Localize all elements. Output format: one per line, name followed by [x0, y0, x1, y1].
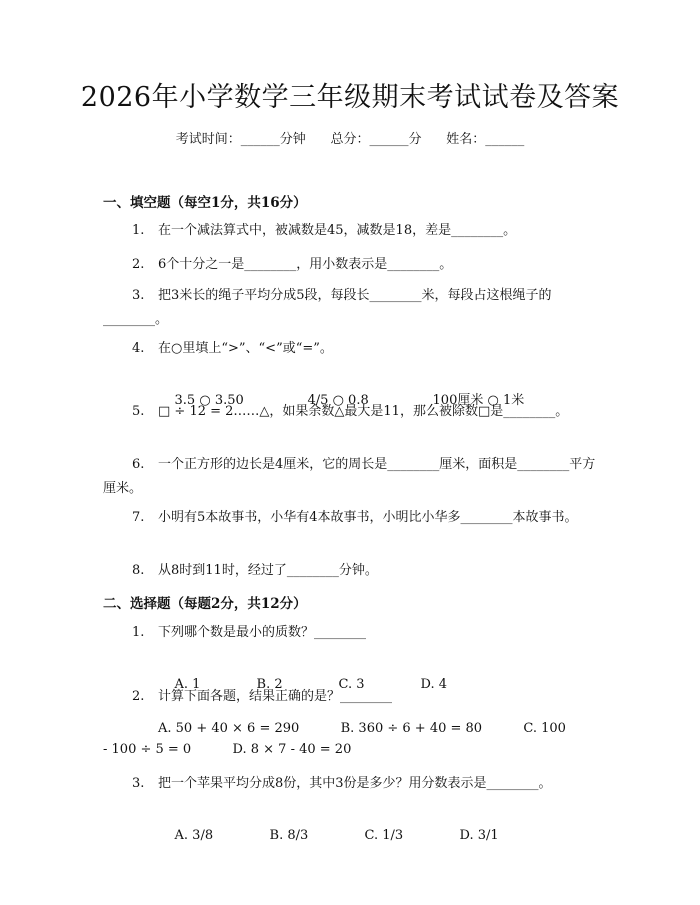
question-1-1 — [103, 219, 599, 243]
question-number: 2. — [132, 257, 145, 272]
question-text: 把3米长的绳子平均分成5段，每段长________米，每段占这根绳子的________。 — [103, 288, 552, 327]
option-d: D. 3/1 — [459, 828, 499, 843]
question-number: 1. — [132, 625, 145, 640]
question-text: 一个正方形的边长是4厘米，它的周长是________厘米，面积是________平方厘米。 — [103, 457, 596, 496]
question-number: 3. — [132, 776, 145, 791]
question-number: 8. — [132, 563, 145, 578]
question-1-2 — [103, 253, 599, 277]
option-b: B. 2 — [256, 677, 283, 692]
question-text: 在○里填上“>”、“<”或“=”。 — [158, 341, 333, 356]
page-title: 2026年小学数学三年级期末考试试卷及答案 — [80, 82, 620, 113]
option-a: A. 1 — [174, 677, 201, 692]
question-number: 4. — [132, 341, 145, 356]
question-text: 从8时到11时，经过了________分钟。 — [158, 563, 378, 578]
question-2-3 — [103, 772, 599, 796]
option-c: C. 1/3 — [364, 828, 404, 843]
option-c: C. 3 — [338, 677, 365, 692]
question-number: 3. — [132, 288, 145, 303]
question-1-6 — [103, 453, 599, 501]
question-number: 7. — [132, 510, 145, 525]
question-number: 5. — [132, 404, 145, 419]
question-text: □ ÷ 12 = 2……△，如果余数△最大是11，那么被除数□是________。 — [158, 404, 569, 419]
question-2-2-options-line1: A. 50 + 40 × 6 = 290 B. 360 ÷ 6 + 40 = 80 C. 100 — [158, 721, 566, 736]
question-1-7 — [103, 506, 599, 530]
option-d: D. 4 — [420, 677, 448, 692]
question-text: 小明有5本故事书，小华有4本故事书，小明比小华多________本故事书。 — [158, 510, 578, 525]
comparison-item: 4/5 ○ 0.8 — [307, 393, 369, 408]
question-2-2 — [103, 685, 599, 709]
question-text: 在一个减法算式中，被减数是45，减数是18，差是________。 — [158, 223, 517, 238]
question-number: 2. — [132, 689, 145, 704]
section-heading-fill-in: 一、填空题（每空1分，共16分） — [103, 195, 307, 211]
question-1-5 — [103, 400, 599, 424]
section-heading-multiple-choice: 二、选择题（每题2分，共12分） — [103, 596, 307, 612]
question-number: 6. — [132, 457, 145, 472]
comparison-item: 100厘米 ○ 1米 — [432, 393, 525, 408]
exam-info-line: 考试时间：______分钟 总分：______分 姓名：______ — [175, 132, 525, 147]
option-b: B. 8/3 — [269, 828, 309, 843]
option-a: A. 3/8 — [174, 828, 214, 843]
question-text: 计算下面各题，结果正确的是？________ — [158, 689, 393, 704]
question-1-3 — [103, 284, 599, 332]
question-text: 6个十分之一是________，用小数表示是________。 — [158, 257, 453, 272]
comparison-item: 3.5 ○ 3.50 — [174, 393, 244, 408]
question-text: 把一个苹果平均分成8份，其中3份是多少？用分数表示是________。 — [158, 776, 552, 791]
question-number: 1. — [132, 223, 145, 238]
question-1-4 — [103, 337, 599, 361]
question-text: 下列哪个数是最小的质数？________ — [158, 625, 367, 640]
question-2-1 — [103, 621, 599, 645]
question-2-3-options — [158, 806, 499, 866]
question-1-8 — [103, 559, 599, 583]
question-2-2-options-line2: - 100 ÷ 5 = 0 D. 8 × 7 - 40 = 20 — [103, 742, 352, 757]
